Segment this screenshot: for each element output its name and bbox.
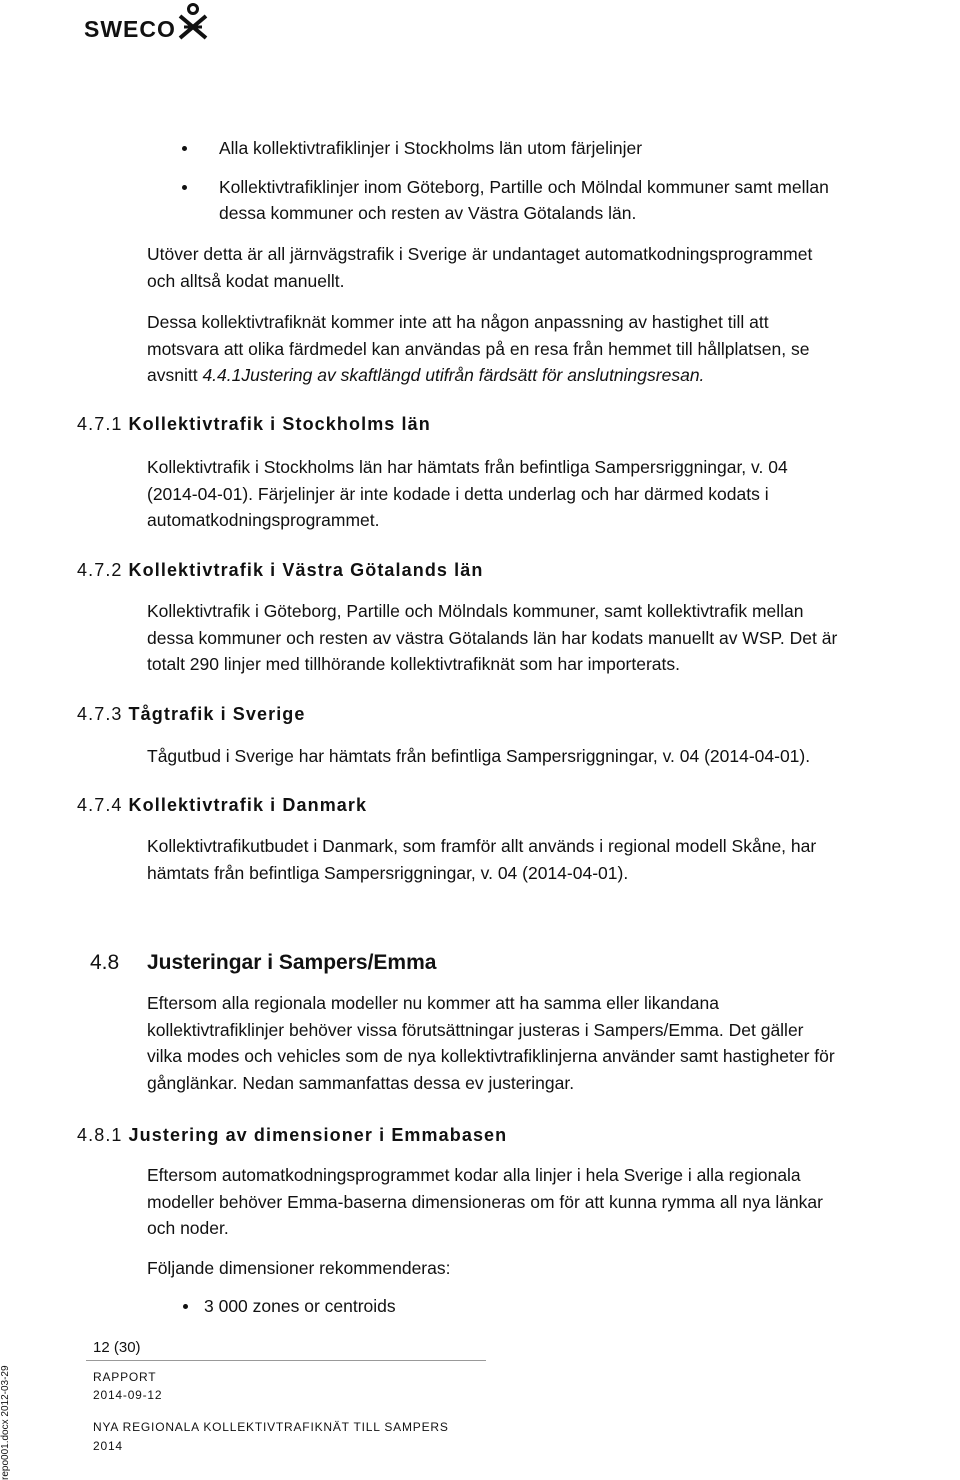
section-number-4-8: 4.8: [90, 951, 120, 974]
section-heading-4-8-1: [77, 1125, 507, 1146]
section-number: 4.7.1: [77, 414, 123, 434]
text-line: Tågutbud i Sverige har hämtats från befintliga Sampersriggningar, v. 04 (2014-04-01).: [147, 746, 811, 766]
section-number: 4.7.2: [77, 560, 123, 580]
bullet-item: Alla kollektivtrafiklinjer i Stockholms län utom färjelinjer: [219, 138, 643, 158]
section-heading-4-8: Justeringar i Sampers/Emma: [147, 951, 437, 974]
text-line: Kollektivtrafik i Göteborg, Partille och Mölndals kommuner, samt kollektivtrafik mellan: [147, 601, 804, 621]
bullet-item-line: Kollektivtrafiklinjer inom Göteborg, Partille och Mölndal kommuner samt mellan: [219, 177, 829, 197]
paragraph-4-7-1: [147, 454, 937, 534]
paragraph-4-7-2: [147, 598, 937, 678]
bullet-item: 3 000 zones or centroids: [204, 1296, 396, 1316]
paragraph-4-8-1: [147, 1162, 937, 1242]
sweco-logo-icon: [176, 2, 210, 40]
side-template-id: repo001.docx 2012-03-29: [0, 1365, 11, 1480]
paragraph-4-7-3: [147, 743, 937, 770]
section-title: Kollektivtrafik i Danmark: [128, 795, 368, 815]
footer-year: 2014: [93, 1439, 123, 1453]
text-line: automatkodningsprogrammet.: [147, 510, 380, 530]
text-line: Kollektivtrafik i Stockholms län har hämtats från befintliga Sampersriggningar, v. 04: [147, 457, 788, 477]
text-line: totalt 290 linjer med tillhörande kollektivtrafiknät som har importerats.: [147, 654, 681, 674]
footer-date: 2014-09-12: [93, 1388, 163, 1402]
text-line: motsvara att olika färdmedel kan användas på en resa från hemmet till hållplatsen, se: [147, 338, 810, 359]
section-heading-4-7-2: [77, 560, 483, 581]
section-heading-4-7-4: [77, 795, 367, 816]
text-line: och noder.: [147, 1218, 229, 1238]
bullet-marker: [182, 185, 187, 190]
section-number: 4.8.1: [77, 1125, 123, 1145]
section-number: 4.7.3: [77, 704, 123, 724]
section-number: 4.7.4: [77, 795, 123, 815]
page-number: 12 (30): [93, 1339, 141, 1356]
bullet-item-line: dessa kommuner och resten av Västra Götalands län.: [219, 203, 637, 223]
paragraph-4-8: [147, 990, 937, 1096]
paragraph-4-7-4: [147, 833, 937, 886]
section-title: Tågtrafik i Sverige: [128, 704, 306, 724]
sweco-logo-text: SWECO: [84, 16, 176, 42]
text-line: Kollektivtrafikutbudet i Danmark, som framför allt används i regional modell Skåne, har: [147, 836, 817, 856]
footer-doc-type: RAPPORT: [93, 1370, 157, 1384]
footer-title: NYA REGIONALA KOLLEKTIVTRAFIKNÄT TILL SAMPERS: [93, 1420, 449, 1434]
text-line: hämtats från befintliga Sampersriggningar, v. 04 (2014-04-01).: [147, 862, 629, 883]
text-line: Dessa kollektivtrafiknät kommer inte att ha någon anpassning av hastighet till att: [147, 312, 769, 332]
cross-reference-link[interactable]: 4.4.1Justering av skaftlängd utifrån färdsätt för anslutningsresan.: [202, 365, 705, 385]
section-title: Justering av dimensioner i Emmabasen: [128, 1125, 508, 1145]
section-heading-4-7-3: [77, 704, 306, 725]
section-heading-4-7-1: [77, 414, 431, 435]
text-line: gånglänkar. Nedan sammanfattas dessa ev justeringar.: [147, 1072, 575, 1093]
paragraph-exempt: [147, 241, 937, 294]
text-line: kollektivtrafiklinjer behöver vissa förutsättningar justeras i Sampers/Emma. Det gäller: [147, 1019, 804, 1040]
text-line: [147, 362, 937, 389]
text-line: dessa kommuner och resten av västra Götalands län har kodats manuellt av WSP. Det är: [147, 627, 838, 648]
dimensions-intro: Följande dimensioner rekommenderas:: [147, 1258, 451, 1278]
text-line: vilka modes och vehicles som de nya kollektivtrafiklinjerna använder samt hastigheter för: [147, 1046, 835, 1066]
text-line: och alltså kodat manuellt.: [147, 270, 345, 291]
bullet-marker: [183, 1304, 188, 1309]
section-title: Kollektivtrafik i Västra Götalands län: [128, 560, 484, 580]
text-plain: avsnitt: [147, 365, 203, 385]
text-line: Eftersom alla regionala modeller nu kommer att ha samma eller likandana: [147, 993, 719, 1013]
footer-divider: [86, 1360, 486, 1361]
section-title: Kollektivtrafik i Stockholms län: [128, 414, 431, 434]
text-line: Eftersom automatkodningsprogrammet kodar alla linjer i hela Sverige i alla regionala: [147, 1165, 801, 1185]
text-line: (2014-04-01). Färjelinjer är inte kodade i detta underlag och har därmed kodats i: [147, 483, 769, 504]
bullet-marker: [182, 146, 187, 151]
text-line: Utöver detta är all järnvägstrafik i Sverige är undantaget automatkodningsprogrammet: [147, 244, 813, 264]
paragraph-network: [147, 309, 937, 389]
text-line: modeller behöver Emma-baserna dimensioneras om för att kunna rymma all nya länkar: [147, 1191, 823, 1212]
